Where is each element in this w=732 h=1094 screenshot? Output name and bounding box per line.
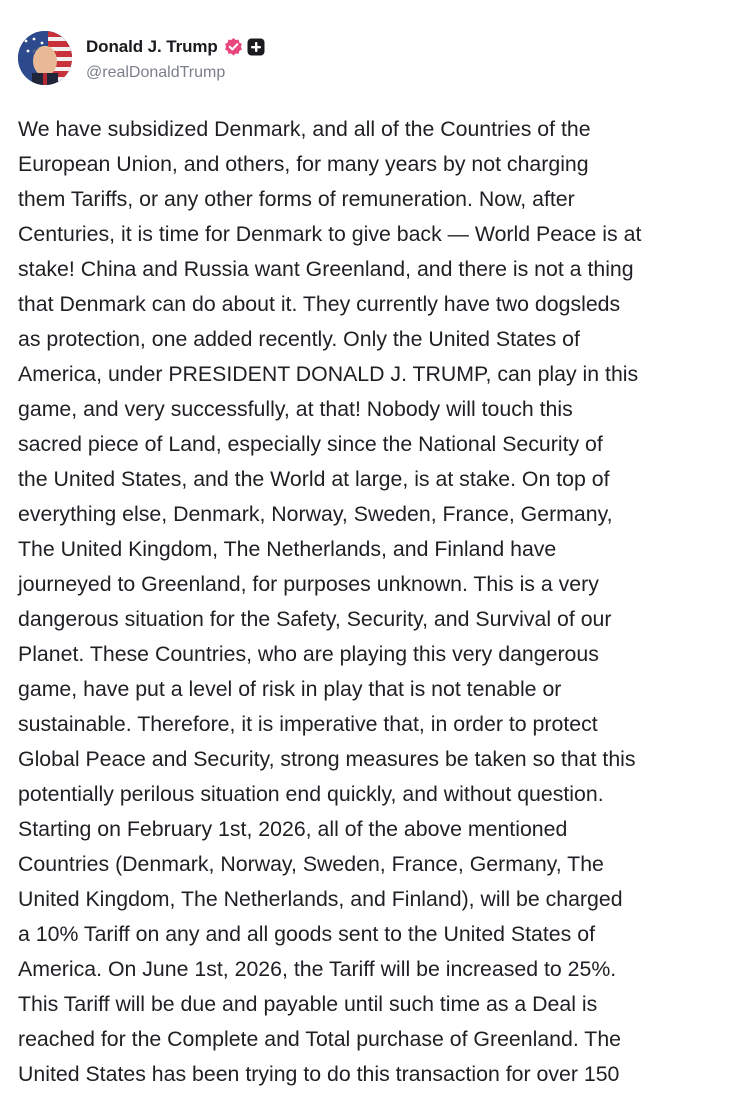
post-header (18, 28, 265, 88)
post-text-line: The United Kingdom, The Netherlands, and Finland have (18, 537, 557, 561)
post-text-line: This Tariff will be due and payable until such time as a Deal is (18, 992, 598, 1016)
post-text-line: as protection, one added recently. Only the United States of (18, 327, 580, 351)
post-text-line: a 10% Tariff on any and all goods sent to the United States of (18, 922, 595, 946)
author-info (86, 35, 265, 82)
post-text-line: sacred piece of Land, especially since the National Security of (18, 432, 603, 456)
post-text-line: Starting on February 1st, 2026, all of the above mentioned (18, 817, 568, 841)
post-text-line: Planet. These Countries, who are playing this very dangerous (18, 642, 599, 666)
author-handle[interactable]: @realDonaldTrump (86, 63, 226, 81)
verified-badge-icon (224, 37, 243, 56)
name-row (86, 35, 265, 59)
post-text-line: Centuries, it is time for Denmark to give back — World Peace is at (18, 222, 642, 246)
post-text-line: journeyed to Greenland, for purposes unknown. This is a very (18, 572, 599, 596)
post-text-line: America, under PRESIDENT DONALD J. TRUMP, can play in this (18, 362, 639, 386)
post-text-line: the United States, and the World at large, is at stake. On top of (18, 467, 610, 491)
post-text-line: United States has been trying to do this transaction for over 150 (18, 1062, 620, 1086)
post-text-line: game, and very successfully, at that! Nobody will touch this (18, 397, 573, 421)
avatar[interactable] (18, 31, 72, 85)
post-text-line: Global Peace and Security, strong measures be taken so that this (18, 747, 636, 771)
post-text-line: everything else, Denmark, Norway, Sweden, France, Germany, (18, 502, 613, 526)
plus-badge-icon (247, 38, 265, 56)
post-text-line: sustainable. Therefore, it is imperative that, in order to protect (18, 712, 598, 736)
post-text-line: We have subsidized Denmark, and all of the Countries of the (18, 117, 591, 141)
avatar-image (18, 31, 72, 85)
post-text-line: stake! China and Russia want Greenland, and there is not a thing (18, 257, 634, 281)
post-text-line: United Kingdom, The Netherlands, and Finland), will be charged (18, 887, 623, 911)
post-text-line: America. On June 1st, 2026, the Tariff will be increased to 25%. (18, 957, 617, 981)
author-display-name[interactable]: Donald J. Trump (86, 36, 218, 56)
post-text-line: game, have put a level of risk in play that is not tenable or (18, 677, 562, 701)
post-text-line: that Denmark can do about it. They currently have two dogsleds (18, 292, 621, 316)
post-body-text (18, 112, 718, 1092)
post-text-line: them Tariffs, or any other forms of remuneration. Now, after (18, 187, 575, 211)
post-text-line: European Union, and others, for many years by not charging (18, 152, 589, 176)
post-text-line: reached for the Complete and Total purchase of Greenland. The (18, 1027, 622, 1051)
post-text-line: potentially perilous situation end quickly, and without question. (18, 782, 604, 806)
post-text-line: dangerous situation for the Safety, Security, and Survival of our (18, 607, 612, 631)
post-text-line: Countries (Denmark, Norway, Sweden, France, Germany, The (18, 852, 604, 876)
